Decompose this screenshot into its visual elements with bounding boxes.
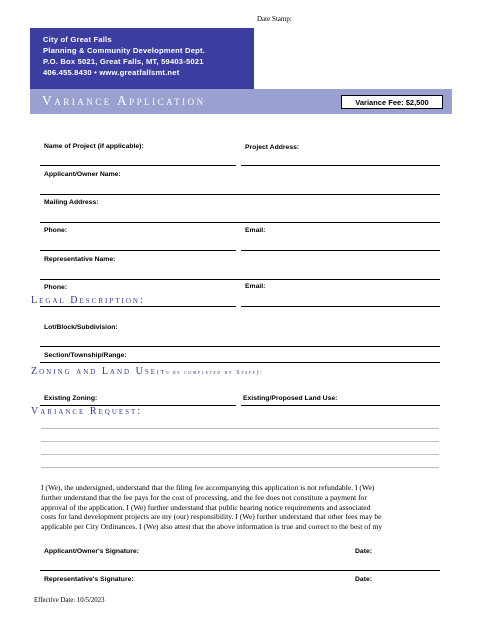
mailing-address-label: Mailing Address: — [44, 199, 99, 206]
lot-block-field[interactable] — [40, 346, 440, 347]
project-name-field[interactable] — [40, 165, 236, 166]
paragraph-line-5: applicable per City Ordinances. I (We) also attest that the above information is true and correct to the best of my — [41, 522, 383, 532]
header-line-3: P.O. Box 5021, Great Falls, MT, 59403-5021 — [43, 57, 204, 66]
project-name-label: Name of Project (if applicable): — [44, 143, 144, 150]
fee-box: Variance Fee: $2,500 — [341, 95, 443, 109]
effective-date: Effective Date: 10/5/2023 — [34, 597, 105, 604]
owner-signature-label: Applicant/Owner's Signature: — [44, 548, 139, 555]
phone-label: Phone: — [44, 227, 68, 234]
email-label: Email: — [245, 227, 266, 234]
form-title: Variance Application — [42, 93, 206, 108]
variance-request-line-2[interactable] — [41, 441, 439, 442]
rep-email-field[interactable] — [241, 306, 440, 307]
rep-name-field[interactable] — [40, 279, 440, 280]
zoning-heading — [31, 366, 263, 377]
header-line-2: Planning & Community Development Dept. — [43, 46, 206, 55]
variance-request-line-1[interactable] — [41, 428, 439, 429]
rep-phone-field[interactable] — [40, 306, 236, 307]
header-line-4: 406.455.8430 • www.greatfallsmt.net — [43, 68, 180, 77]
project-address-label: Project Address: — [245, 144, 300, 151]
existing-zoning-label: Existing Zoning: — [44, 395, 98, 402]
land-use-field[interactable] — [241, 405, 440, 406]
owner-date-label: Date: — [355, 548, 372, 555]
department-header — [30, 28, 254, 89]
rep-date-label: Date: — [355, 576, 372, 583]
owner-signature-field[interactable] — [40, 570, 440, 571]
project-address-field[interactable] — [241, 165, 440, 166]
zoning-heading-text: Zoning and Land Use — [31, 366, 157, 377]
acknowledgement-paragraph — [41, 483, 441, 532]
owner-name-label: Applicant/Owner Name: — [44, 171, 121, 178]
paragraph-line-3: approval of the application. I (We) further understand that public hearing notice requirements and associated — [41, 502, 371, 512]
legal-description-heading: Legal Description: — [31, 295, 145, 306]
paragraph-line-1: I (We), the undersigned, understand that the filing fee accompanying this application is not refundable. I (We) — [41, 483, 375, 492]
rep-signature-label: Representative's Signature: — [44, 576, 134, 583]
date-stamp-label: Date Stamp: — [257, 15, 292, 23]
rep-name-label: Representative Name: — [44, 256, 116, 263]
variance-request-line-4[interactable] — [41, 467, 439, 468]
paragraph-line-2: further understand that the fee pays for the cost of processing, and the fee does not constitute a payment for — [41, 492, 368, 502]
header-line-1: City of Great Falls — [43, 35, 112, 44]
variance-request-heading: Variance Request: — [31, 406, 143, 417]
section-township-field[interactable] — [40, 362, 440, 363]
land-use-label: Existing/Proposed Land Use: — [243, 395, 338, 402]
rep-phone-label: Phone: — [44, 284, 68, 291]
mailing-address-field[interactable] — [40, 222, 440, 223]
paragraph-line-4: costs for land development projects are my (our) responsibility. I (We) further understand that other fees may be — [41, 512, 382, 522]
variance-request-line-3[interactable] — [41, 454, 439, 455]
owner-name-field[interactable] — [40, 194, 440, 195]
phone-field[interactable] — [40, 250, 236, 251]
email-field[interactable] — [241, 250, 440, 251]
lot-block-label: Lot/Block/Subdivision: — [44, 324, 118, 331]
zoning-note: (To be completed by Staff): — [157, 370, 264, 376]
rep-email-label: Email: — [245, 283, 266, 290]
section-township-label: Section/Township/Range: — [44, 352, 127, 359]
